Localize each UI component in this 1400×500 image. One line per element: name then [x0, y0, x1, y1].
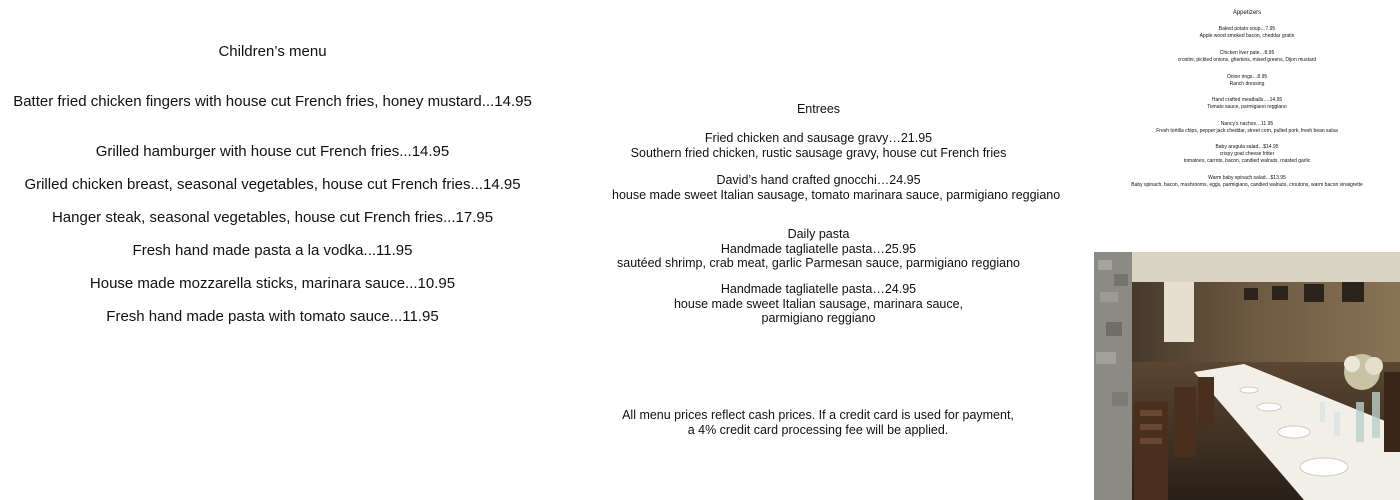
entree-description: Southern fried chicken, rustic sausage gravy, house cut French fries	[630, 145, 1007, 160]
appetizer-item	[1127, 144, 1367, 165]
childrens-menu-title: Children’s menu	[218, 43, 327, 60]
entree-name: David’s hand crafted gnocchi…24.95	[716, 173, 921, 187]
entree-description: sautéed shrimp, crab meat, garlic Parmesan sauce, parmigiano reggiano	[617, 256, 1020, 270]
appetizer-description: Baby spinach, bacon, mushrooms, eggs, parmigiano, candied walnuts, croutons, warm bacon vinaigrette	[1131, 182, 1363, 188]
entrees-title: Entrees	[796, 102, 841, 116]
entree-name: Handmade tagliatelle pasta…25.95	[720, 241, 917, 256]
entree-description: house made sweet Italian sausage, marinara sauce,	[673, 296, 964, 311]
appetizer-name: Onion rings…8.95	[1226, 74, 1268, 80]
entree-name: Fried chicken and sausage gravy…21.95	[704, 131, 933, 145]
appetizer-description: crostini, pickled onions, gherkins, mixed greens, Dijon mustard	[1177, 57, 1317, 63]
appetizer-description: Tomato sauce, parmigiano reggiano	[1207, 104, 1287, 110]
appetizer-description: tomatoes, carrots, bacon, candied walnuts, roasted garlic	[1183, 158, 1311, 164]
menu-item: Grilled chicken breast, seasonal vegetables, house cut French fries...14.95	[24, 176, 521, 193]
appetizer-name: Nancy’s nachos…11.95	[1220, 121, 1274, 127]
menu-item: Grilled hamburger with house cut French fries...14.95	[95, 143, 450, 160]
dining-room-illustration	[1094, 252, 1400, 500]
entree-item	[612, 173, 1061, 202]
pricing-notice	[618, 408, 1018, 437]
appetizer-name: Baby arugula salad…$14.95	[1215, 144, 1279, 150]
appetizer-item	[1127, 97, 1367, 111]
entree-description: parmigiano reggiano	[761, 311, 876, 325]
appetizer-name: Chicken liver pate…8.95	[1219, 50, 1275, 56]
entree-description: house made sweet Italian sausage, tomato marinara sauce, parmigiano reggiano	[612, 187, 1061, 202]
menu-item: Hanger steak, seasonal vegetables, house cut French fries...17.95	[51, 209, 494, 226]
appetizer-description: Fresh tortilla chips, pepper jack cheddar, street corn, pulled pork, fresh bean salsa	[1156, 128, 1338, 134]
appetizer-item	[1127, 175, 1367, 189]
appetizer-item	[1127, 121, 1367, 135]
menu-item: Fresh hand made pasta with tomato sauce...11.95	[106, 308, 439, 325]
menu-item: Fresh hand made pasta a la vodka...11.95	[132, 242, 413, 259]
pricing-notice-text: All menu prices reflect cash prices. If a credit card is used for payment, a 4% credit card processing fee will be applied.	[622, 408, 1014, 437]
appetizer-item	[1127, 26, 1367, 40]
appetizer-description: Apple wood smoked bacon, cheddar gratin	[1199, 33, 1295, 39]
menu-item: Batter fried chicken fingers with house cut French fries, honey mustard...14.95	[13, 93, 532, 110]
appetizer-description: crispy goat cheese fritter	[1219, 151, 1275, 157]
menu-item: House made mozzarella sticks, marinara sauce...10.95	[89, 275, 456, 292]
appetizer-item	[1127, 50, 1367, 64]
appetizer-name: Hand crafted meatballs….14.95	[1211, 97, 1283, 103]
restaurant-photo	[1094, 252, 1400, 500]
appetizer-item	[1127, 74, 1367, 88]
appetizer-name: Warm baby spinach salad…$13.95	[1208, 175, 1286, 181]
appetizer-description: Ranch dressing	[1229, 81, 1265, 87]
entree-item	[612, 282, 1025, 326]
entree-name: Handmade tagliatelle pasta…24.95	[720, 282, 917, 296]
appetizers-title: Appetizers	[1232, 10, 1262, 16]
entree-item	[612, 131, 1025, 160]
entree-item	[612, 227, 1025, 271]
appetizer-name: Baked potato soup…7.95	[1218, 26, 1276, 32]
entree-section-label: Daily pasta	[787, 227, 850, 241]
